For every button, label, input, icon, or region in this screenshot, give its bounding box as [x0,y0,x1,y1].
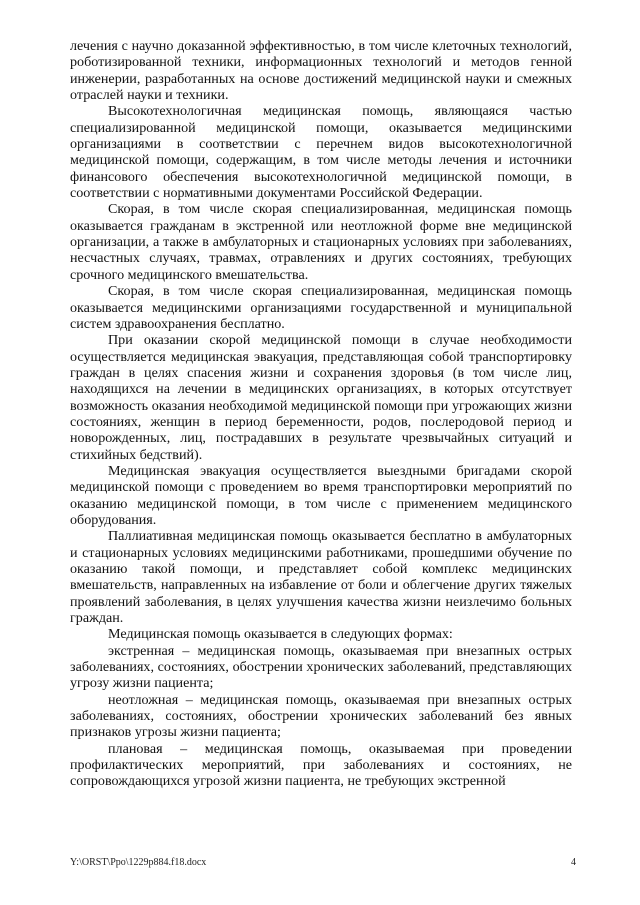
paragraph: Медицинская эвакуация осуществляется выездными бригадами скорой медицинской помощи с проведением во время транспортировки мероприятий по оказанию медицинской помощи, в том числе с применением медицинского оборудования. [70,462,572,528]
paragraph: При оказании скорой медицинской помощи в случае необходимости осуществляется медицинская эвакуация, представляющая собой транспортировку граждан в целях спасения жизни и сохранения здоровья (в том числе лиц, находящихся на лечении в медицинских организациях, в которых отсутствует возможность оказания необходимой медицинской помощи при угрожающих жизни состояниях, женщин в период беременности, родов, послеродовой период и новорожденных, лиц, пострадавших в результате чрезвычайных ситуаций и стихийных бедствий). [70,332,572,463]
page-number: 4 [571,857,576,868]
paragraph: экстренная – медицинская помощь, оказываемая при внезапных острых заболеваниях, состояниях, обострении хронических заболеваний, представляющих угрозу жизни пациента; [70,642,572,692]
paragraph: плановая – медицинская помощь, оказываемая при проведении профилактических мероприятий, при заболеваниях и состояниях, не сопровождающихся угрозой жизни пациента, не требующих экстренной [70,740,572,790]
page-footer [70,857,576,868]
file-path: Y:\ORST\Ppo\1229p884.f18.docx [70,857,207,868]
paragraph: Скорая, в том числе скорая специализированная, медицинская помощь оказывается гражданам в экстренной или неотложной форме вне медицинской организации, а также в амбулаторных и стационарных условиях при заболеваниях, несчастных случаях, травмах, отравлениях и других состояниях, требующих срочного медицинского вмешательства. [70,201,572,283]
paragraph: неотложная – медицинская помощь, оказываемая при внезапных острых заболеваниях, состояниях, обострении хронических заболеваний без явных признаков угрозы жизни пациента; [70,691,572,741]
paragraph: Скорая, в том числе скорая специализированная, медицинская помощь оказывается медицинскими организациями государственной и муниципальной систем здравоохранения бесплатно. [70,283,572,332]
paragraph: лечения с научно доказанной эффективностью, в том числе клеточных технологий, роботизированной техники, информационных технологий и методов генной инженерии, разработанных на основе достижений медицинской науки и смежных отраслей науки и техники. [70,38,572,104]
paragraph: Паллиативная медицинская помощь оказывается бесплатно в амбулаторных и стационарных условиях медицинскими работниками, прошедшими обучение по оказанию такой помощи, и представляет собой комплекс медицинских вмешательств, направленных на избавление от боли и облегчение других тяжелых проявлений заболевания, в целях улучшения качества жизни неизлечимо больных граждан. [70,528,572,627]
paragraph: Медицинская помощь оказывается в следующих формах: [108,626,453,643]
document-body [70,38,572,790]
paragraph: Высокотехнологичная медицинская помощь, являющаяся частью специализированной медицинской помощи, оказывается медицинскими организациями в соответствии с перечнем видов высокотехнологичной медицинской помощи, содержащим, в том числе методы лечения и источники финансового обеспечения высокотехнологичной медицинской помощи, в соответствии с нормативными документами Российской Федерации. [70,103,572,202]
